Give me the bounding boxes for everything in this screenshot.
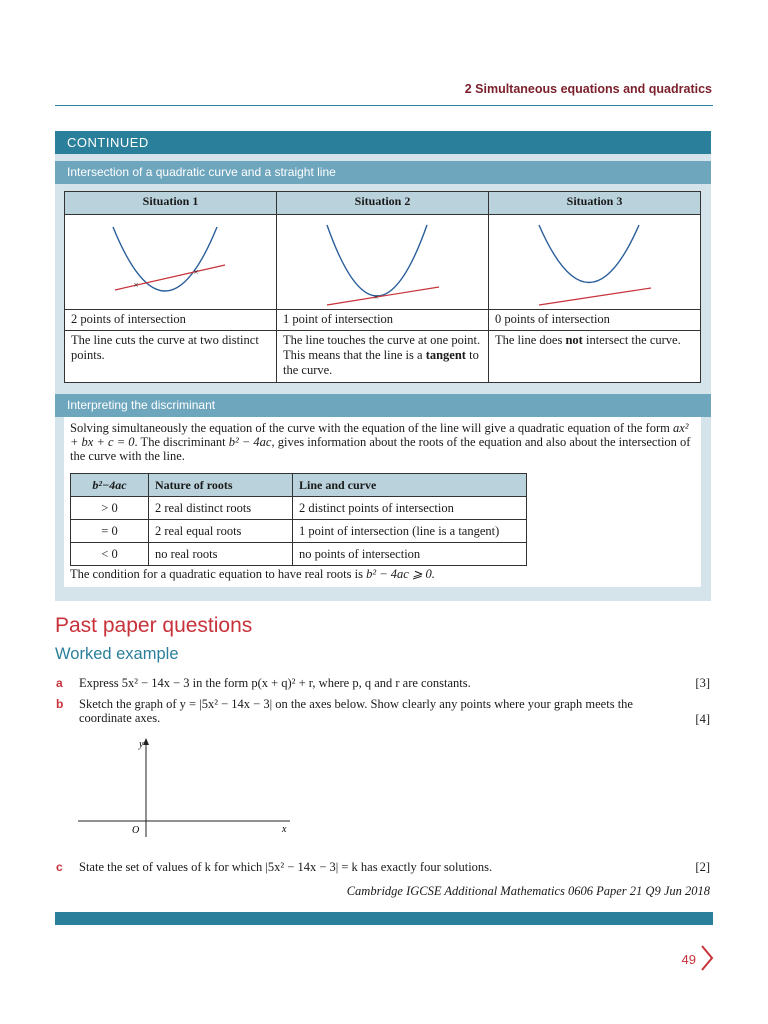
situation-2-description xyxy=(277,330,489,382)
table-row xyxy=(71,520,527,543)
section2-title-bar: Interpreting the discriminant xyxy=(55,394,711,417)
desc-text: The line touches the curve at one point. This means that the line is a xyxy=(283,332,481,362)
condition-math: b² − 4ac ⩾ 0. xyxy=(366,567,435,581)
chapter-title: 2 Simultaneous equations and quadratics xyxy=(464,82,712,96)
past-paper-heading: Past paper questions xyxy=(55,614,253,637)
desc-bold: not xyxy=(565,332,583,347)
origin-label: O xyxy=(132,825,140,836)
cutting-line xyxy=(115,265,225,290)
discriminant-paragraph xyxy=(70,421,695,463)
situations-table-wrap xyxy=(64,191,701,383)
intersection-mark-2: × xyxy=(193,267,199,277)
condition-text xyxy=(70,567,435,581)
para-math: ax² + bx + c = 0 xyxy=(70,421,689,449)
desc-text: The line does xyxy=(495,332,566,347)
sketch-axes xyxy=(70,735,300,845)
situation-2-diagram xyxy=(277,215,483,309)
question-c-text: State the set of values of k for which |5x² − 14x − 3| = k has exactly four solutions. xyxy=(79,860,493,874)
discriminant-table xyxy=(70,473,527,566)
disc-cell: 2 real distinct roots xyxy=(149,497,293,520)
situation-3-description xyxy=(489,330,701,382)
x-axis-label: x xyxy=(282,824,287,835)
situations-table xyxy=(64,191,701,383)
para-text: . The discriminant xyxy=(134,435,229,449)
situation-2-points: 1 point of intersection xyxy=(277,310,489,331)
question-b-label: b xyxy=(56,697,64,711)
non-intersecting-line xyxy=(539,288,651,305)
question-b-text: Sketch the graph of y = |5x² − 14x − 3| on the axes below. Show clearly any points where your graph meets the coordinate axes. xyxy=(79,697,633,725)
desc-text: to the curve. xyxy=(283,347,479,377)
situation-3-graph xyxy=(489,215,701,310)
disc-header: Line and curve xyxy=(293,474,527,497)
section1-title-bar: Intersection of a quadratic curve and a straight line xyxy=(55,161,711,184)
disc-header: Nature of roots xyxy=(149,474,293,497)
y-axis-label: y xyxy=(139,739,144,750)
table-row xyxy=(71,497,527,520)
worked-example-heading: Worked example xyxy=(55,645,179,663)
header-rule xyxy=(55,105,713,106)
question-a-label: a xyxy=(56,676,63,690)
desc-bold: tangent xyxy=(425,347,466,362)
situation-1-heading: Situation 1 xyxy=(65,192,277,215)
disc-header xyxy=(71,474,149,497)
question-a-marks: [3] xyxy=(695,676,710,690)
parabola-curve xyxy=(327,225,427,296)
question-c-label: c xyxy=(56,860,63,874)
situation-1-description: The line cuts the curve at two distinct points. xyxy=(65,330,277,382)
discriminant-panel xyxy=(64,417,701,587)
disc-cell: > 0 xyxy=(71,497,149,520)
situation-3-heading: Situation 3 xyxy=(489,192,701,215)
parabola-curve xyxy=(113,227,217,291)
situation-2-heading: Situation 2 xyxy=(277,192,489,215)
disc-cell: no real roots xyxy=(149,543,293,566)
para-math: b² − 4ac xyxy=(228,435,272,449)
page-number: 49 xyxy=(681,952,696,967)
desc-text: intersect the curve. xyxy=(582,332,681,347)
situation-2-graph xyxy=(277,215,489,310)
situation-1-graph xyxy=(65,215,277,310)
question-c-marks: [2] xyxy=(695,860,710,874)
box-title-bar: CONTINUED xyxy=(55,131,711,154)
y-axis-arrow-icon xyxy=(143,738,149,745)
question-b-marks: [4] xyxy=(695,712,710,726)
tangent-point-mark: × xyxy=(373,292,379,302)
situation-3-diagram xyxy=(489,215,695,309)
disc-cell: no points of intersection xyxy=(293,543,527,566)
condition-label: The condition for a quadratic equation to have real roots is xyxy=(70,567,367,581)
disc-cell: 2 real equal roots xyxy=(149,520,293,543)
para-text: Solving simultaneously the equation of the curve with the equation of the line will give a quadratic equation of the form xyxy=(70,421,673,435)
continued-box xyxy=(55,131,711,601)
situation-3-points: 0 points of intersection xyxy=(489,310,701,331)
question-source: Cambridge IGCSE Additional Mathematics 0606 Paper 21 Q9 Jun 2018 xyxy=(346,884,710,898)
disc-cell: = 0 xyxy=(71,520,149,543)
chevron-right-icon[interactable] xyxy=(700,944,714,972)
tangent-line xyxy=(327,287,439,305)
parabola-curve xyxy=(539,225,639,283)
disc-cell: 2 distinct points of intersection xyxy=(293,497,527,520)
footer-band xyxy=(55,912,713,925)
disc-cell: 1 point of intersection (line is a tangent) xyxy=(293,520,527,543)
question-a-text: Express 5x² − 14x − 3 in the form p(x + q)² + r, where p, q and r are constants. xyxy=(79,676,471,690)
disc-cell: < 0 xyxy=(71,543,149,566)
intersection-mark-1: × xyxy=(133,280,139,290)
disc-header-text: b²−4ac xyxy=(92,477,127,492)
situation-1-points: 2 points of intersection xyxy=(65,310,277,331)
table-row xyxy=(71,543,527,566)
situation-1-diagram xyxy=(65,215,271,309)
para-text: , gives information about the roots of the equation and also about the intersection of the curve with the line. xyxy=(70,435,691,463)
